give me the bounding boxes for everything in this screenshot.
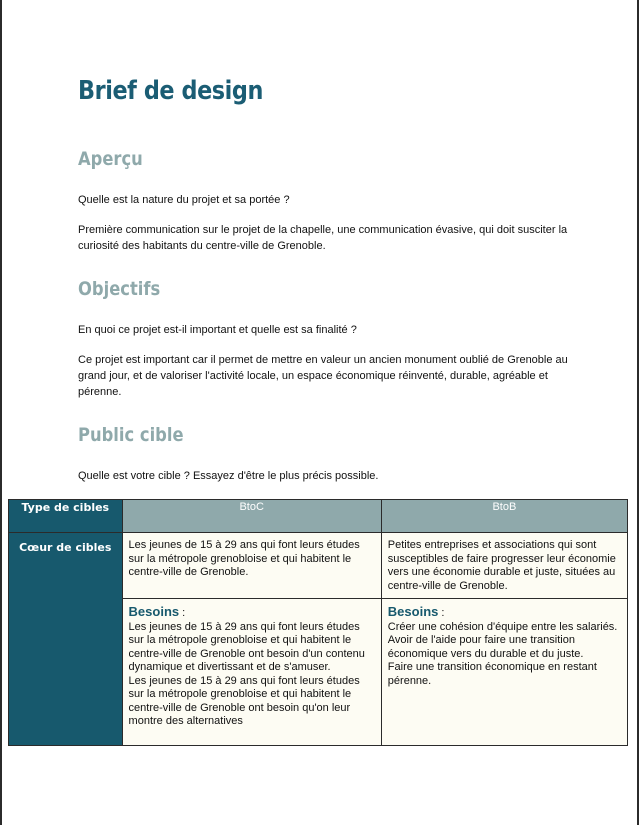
- section-heading-objectifs: Objectifs: [78, 278, 161, 300]
- table-row: [9, 533, 628, 599]
- btoc-besoin-line: Les jeunes de 15 à 29 ans qui font leurs études sur la métropole grenobloise et qui habitent le centre-ville de Grenoble ont besoin qu'on leur montre des alternatives: [128, 674, 360, 727]
- besoins-heading-btob: Besoins :: [387, 604, 445, 619]
- section-heading-public-cible: Public cible: [78, 424, 184, 446]
- btob-besoin-line: Avoir de l'aide pour faire une transition économique vers du durable et du juste.: [387, 634, 584, 660]
- apercu-question: Quelle est la nature du projet et sa portée ?: [78, 194, 290, 206]
- cibles-table: [8, 499, 628, 746]
- cell-btob-coeur: Petites entreprises et associations qui sont susceptibles de faire progresser leur économie vers une économie durable et juste, situées au centre-ville de Grenoble.: [381, 533, 627, 599]
- header-btob: BtoB: [381, 500, 627, 533]
- btob-besoin-line: Créer une cohésion d'équipe entre les salariés.: [387, 620, 618, 633]
- cell-btoc-besoins: [122, 599, 381, 746]
- table-header-row: [9, 500, 628, 533]
- besoins-heading-btoc: Besoins :: [128, 604, 186, 619]
- cell-btoc-coeur: Les jeunes de 15 à 29 ans qui font leurs études sur la métropole grenobloise et qui habitent le centre-ville de Grenoble.: [122, 533, 381, 599]
- objectifs-answer: Ce projet est important car il permet de mettre en valeur un ancien monument oublié de Grenoble au grand jour, et de valoriser l'activité locale, un espace économique réinventé, durable, agréable et pérenne.: [78, 354, 568, 398]
- public-question: Quelle est votre cible ? Essayez d'être le plus précis possible.: [78, 470, 379, 482]
- page-border-left: [0, 0, 2, 825]
- btob-besoin-line: Faire une transition économique en restant pérenne.: [387, 661, 597, 687]
- header-btoc: BtoC: [122, 500, 381, 533]
- apercu-answer: Première communication sur le projet de la chapelle, une communication évasive, qui doit susciter la curiosité des habitants du centre-ville de Grenoble.: [78, 224, 568, 252]
- header-type-de-cibles: Type de cibles: [9, 500, 123, 533]
- section-heading-apercu: Aperçu: [78, 148, 143, 170]
- side-label-coeur-de-cibles: Cœur de cibles: [9, 533, 123, 746]
- objectifs-question: En quoi ce projet est-il important et quelle est sa finalité ?: [78, 324, 357, 336]
- btoc-besoin-line: Les jeunes de 15 à 29 ans qui font leurs études sur la métropole grenobloise et qui habitent le centre-ville de Grenoble ont besoin d'un contenu dynamique et divertissant et de s'amuser.: [128, 620, 365, 673]
- cell-btob-besoins: [381, 599, 627, 746]
- page-border-right: [637, 0, 639, 825]
- page-title: Brief de design: [78, 76, 263, 106]
